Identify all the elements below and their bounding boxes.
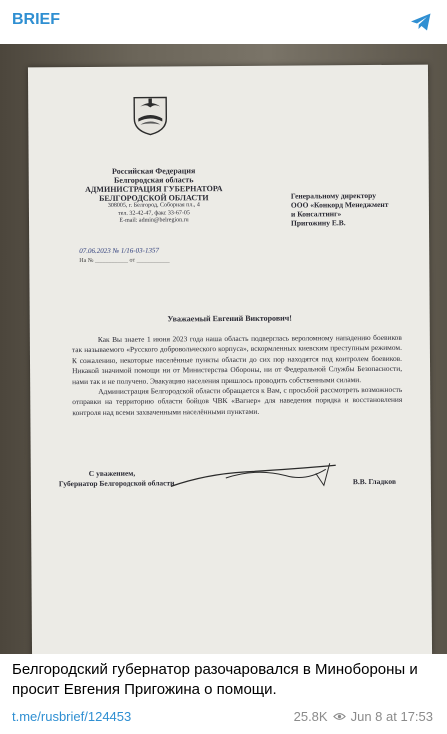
eye-icon [333, 712, 346, 721]
post-link[interactable]: t.me/rusbrief/124453 [12, 709, 132, 724]
letter-paragraph: Администрация Белгородской области обращается к Вам, с просьбой рассмотреть возможность отправки на территорию области бойцов ЧВК «Вагнер» для наведения порядка и восстановления контроля над всеми захваченными населёнными пунктами. [72, 384, 403, 417]
letter-body [72, 333, 403, 419]
view-count: 25.8K [293, 709, 328, 724]
letterhead-line: Российская Федерация [111, 166, 196, 176]
post-date: Jun 8 at 17:53 [350, 709, 433, 724]
post-meta [294, 709, 433, 724]
letter-greeting: Уважаемый Евгений Викторович! [167, 313, 292, 324]
handwritten-signature [166, 455, 346, 496]
letterhead-line: Белгородская область [114, 175, 194, 185]
post-photo[interactable] [0, 44, 447, 654]
recipient-line: ООО «Конкорд Менеджмент [290, 199, 389, 210]
letterhead-line: БЕЛГОРОДСКОЙ ОБЛАСТИ [99, 193, 209, 203]
letterhead-email: E-mail: admin@belregion.ru [119, 217, 189, 224]
sign-closing: С уважением, [88, 468, 136, 478]
post-header [0, 0, 447, 44]
sign-name: В.В. Гладков [352, 476, 397, 487]
recipient-line: Генеральному директору [290, 190, 376, 201]
recipient-line: и Консалтинг» [290, 209, 342, 219]
post-caption: Белгородский губернатор разочаровался в Минобороны и просит Евгения Пригожина о помощи. [12, 661, 418, 698]
letterhead-line: АДМИНИСТРАЦИЯ ГУБЕРНАТОРА [85, 184, 223, 195]
letterhead [79, 166, 229, 226]
letter-paragraph: Как Вы знаете 1 июня 2023 года наша область подверглась вероломному нападению боевиков так называемого «Русского добровольческого корпуса», вскормленных киевским преступным режимом. К сожалению, некоторые населённые пункты области до сих пор находятся под контролем боевиков. Никакой значимой помощи ни от Министерства Обороны, ни от Федеральной Службы Безопасности, нами так и не получено. Эвакуацию населения пришлось проводить собственными силами. [71, 332, 403, 386]
recipient-line: Пригожину Е.В. [291, 218, 346, 228]
belgorod-coat-of-arms-icon [131, 94, 169, 136]
letterhead-address: 308005, г. Белгород, Соборная пл., 4 [107, 202, 200, 209]
sign-title: Губернатор Белгородской области [58, 478, 175, 489]
reference-number: 07.06.2023 № 1/16-03-1357 [79, 246, 159, 256]
recipient-block [291, 191, 441, 228]
letterhead-phone: тел. 32-42-47, факс 33-67-05 [118, 209, 190, 217]
reference-reply-line: На № ___________ от ___________ [79, 257, 170, 265]
letter-document [28, 65, 432, 654]
channel-name[interactable]: BRIEF [12, 11, 60, 28]
signature-block [59, 468, 175, 489]
telegram-plane-icon[interactable] [409, 10, 433, 34]
